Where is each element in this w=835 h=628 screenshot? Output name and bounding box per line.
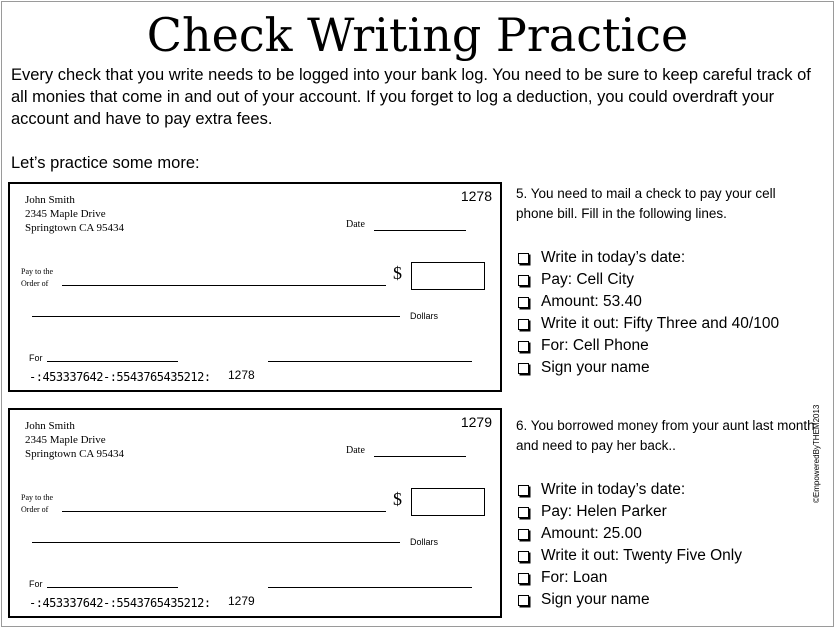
address-line-2: Springtown CA 95434: [25, 222, 125, 234]
checklist-item[interactable]: [516, 357, 779, 379]
order-of-label: Order of: [21, 505, 49, 514]
copyright-credit: ©EmpoweredByTHEM2013: [812, 404, 821, 503]
micr-check-number: 1279: [228, 594, 255, 608]
memo-field[interactable]: [47, 587, 178, 588]
checklist-item-label: Write it out: Twenty Five Only: [541, 547, 742, 564]
checkbox-icon[interactable]: [518, 275, 529, 286]
checklist-item-label: For: Loan: [541, 569, 608, 586]
payee-field[interactable]: [62, 511, 386, 512]
intro-paragraph: Every check that you write needs to be logged into your bank log. You need to be sure to keep careful track of all monies that come in and out of your account. If you forget to log a deduction, you could overdraft your account and have to pay extra fees.: [11, 66, 811, 128]
check-number: 1279: [460, 414, 492, 430]
pay-to-label: Pay to the: [21, 493, 53, 502]
checklist-item[interactable]: [516, 523, 742, 545]
checkbox-icon[interactable]: [518, 551, 529, 562]
signature-field[interactable]: [268, 361, 472, 362]
check-1279: [8, 408, 502, 618]
task-question: 6. You borrowed money from your aunt last month and need to pay her back..: [516, 418, 815, 453]
date-label: Date: [346, 445, 365, 456]
checklist-item-label: Pay: Cell City: [541, 271, 635, 288]
amount-field[interactable]: [411, 488, 485, 516]
task-6: [516, 416, 816, 608]
checklist-item-label: Amount: 53.40: [541, 293, 642, 310]
checkbox-icon[interactable]: [518, 253, 529, 264]
checklist-item[interactable]: [516, 501, 742, 523]
checklist-item[interactable]: [516, 291, 779, 313]
checkbox-icon[interactable]: [518, 319, 529, 330]
checkbox-icon[interactable]: [518, 573, 529, 584]
micr-line: -:453337642-:5543765435212:: [29, 596, 211, 610]
amount-field[interactable]: [411, 262, 485, 290]
signature-field[interactable]: [268, 587, 472, 588]
checklist-item[interactable]: [516, 313, 779, 335]
memo-field[interactable]: [47, 361, 178, 362]
memo-label: For: [29, 579, 43, 589]
checklist-item-label: Amount: 25.00: [541, 525, 642, 542]
checklist-item-label: Write in today’s date:: [541, 249, 686, 266]
check-1278: [8, 182, 502, 392]
practice-prompt: Let’s practice some more:: [11, 154, 200, 172]
checklist-item[interactable]: [516, 247, 779, 269]
checkbox-icon[interactable]: [518, 363, 529, 374]
checkbox-icon[interactable]: [518, 595, 529, 606]
checklist-item-label: For: Cell Phone: [541, 337, 649, 354]
checklist-item[interactable]: [516, 589, 742, 611]
dollars-label: Dollars: [410, 311, 439, 321]
checkbox-icon[interactable]: [518, 507, 529, 518]
micr-line: -:453337642-:5543765435212:: [29, 370, 211, 384]
memo-label: For: [29, 353, 43, 363]
checklist: [516, 247, 779, 379]
checklist-item[interactable]: [516, 567, 742, 589]
dollars-label: Dollars: [410, 537, 439, 547]
check-number: 1278: [460, 188, 492, 204]
dollar-sign: $: [393, 489, 402, 509]
dollar-sign: $: [393, 263, 402, 283]
address-line-1: 2345 Maple Drive: [25, 434, 106, 446]
page-title: Check Writing Practice: [146, 8, 689, 62]
micr-check-number: 1278: [228, 368, 255, 382]
account-holder-name: John Smith: [25, 420, 75, 432]
checklist-item-label: Write in today’s date:: [541, 481, 686, 498]
checklist-item-label: Write it out: Fifty Three and 40/100: [541, 315, 780, 332]
date-field[interactable]: [374, 230, 466, 231]
checklist-item[interactable]: [516, 545, 742, 567]
checkbox-icon[interactable]: [518, 485, 529, 496]
task-question: 5. You need to mail a check to pay your cell phone bill. Fill in the following lines.: [516, 186, 776, 221]
checklist-item[interactable]: [516, 479, 742, 501]
checklist-item[interactable]: [516, 335, 779, 357]
order-of-label: Order of: [21, 279, 49, 288]
address-line-2: Springtown CA 95434: [25, 448, 125, 460]
checklist-item-label: Sign your name: [541, 359, 650, 376]
checklist: [516, 479, 742, 611]
date-label: Date: [346, 219, 365, 230]
checklist-item[interactable]: [516, 269, 779, 291]
amount-words-field[interactable]: [32, 316, 400, 317]
checklist-item-label: Sign your name: [541, 591, 650, 608]
amount-words-field[interactable]: [32, 542, 400, 543]
checkbox-icon[interactable]: [518, 341, 529, 352]
checkbox-icon[interactable]: [518, 529, 529, 540]
account-holder-name: John Smith: [25, 194, 75, 206]
pay-to-label: Pay to the: [21, 267, 53, 276]
payee-field[interactable]: [62, 285, 386, 286]
date-field[interactable]: [374, 456, 466, 457]
address-line-1: 2345 Maple Drive: [25, 208, 106, 220]
checklist-item-label: Pay: Helen Parker: [541, 503, 667, 520]
task-5: [516, 184, 816, 376]
checkbox-icon[interactable]: [518, 297, 529, 308]
